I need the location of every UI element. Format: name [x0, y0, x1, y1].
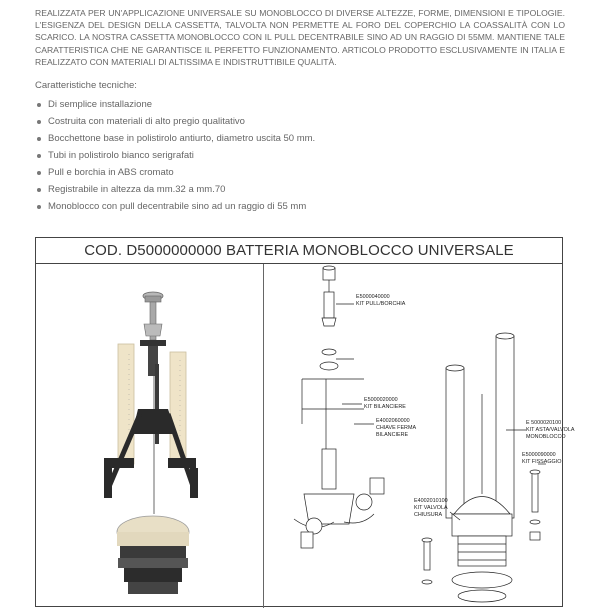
features-list — [35, 96, 315, 215]
feature-item: Pull e borchia in ABS cromato — [35, 164, 315, 181]
label-kit-asta-name-2: MONOBLOCCO — [526, 434, 566, 440]
product-box — [35, 237, 575, 607]
label-chiave-name-2: BILANCIERE — [376, 432, 409, 438]
label-kit-fissaggio-code: E5000090000 — [522, 452, 556, 458]
feature-item: Costruita con materiali di alto pregio qualitativo — [35, 113, 315, 130]
label-kit-pull-name: KIT PULL/BORCHIA — [356, 301, 406, 307]
exploded-diagram — [264, 264, 575, 608]
feature-item: Registrabile in altezza da mm.32 a mm.70 — [35, 181, 315, 198]
label-kit-asta-code: E 5000020100 — [526, 420, 562, 426]
product-photo-panel — [36, 264, 264, 608]
label-kit-valvola-name: KIT VALVOLA — [414, 505, 448, 511]
feature-item: Di semplice installazione — [35, 96, 315, 113]
label-chiave-code: E4002060000 — [376, 418, 410, 424]
feature-item: Monoblocco con pull decentrabile sino ad un raggio di 55 mm — [35, 198, 315, 215]
feature-item: Tubi in polistirolo bianco serigrafati — [35, 147, 315, 164]
label-kit-bilanciere-code: E5000020000 — [364, 397, 398, 403]
label-kit-bilanciere-name: KIT BILANCIERE — [364, 404, 406, 410]
label-kit-valvola-code: E4002010100 — [414, 498, 448, 504]
intro-paragraph: REALIZZATA PER UN'APPLICAZIONE UNIVERSALE SU MONOBLOCCO DI DIVERSE ALTEZZE, FORME, DIMENSIONI E TIPOLOGIE. L'ESIGENZA DEL DESIGN DELLA CASSETTA, TALVOLTA NON PERMETTE AL FORO DEL COPERCHIO LA COASSALITÀ CON LO SCARICO. LA NOSTRA CASSETTA MONOBLOCCO CON IL PULL DECENTRABILE SINO AD UN RAGGIO DI 55MM. MANTIENE TALE CARATTERISTICA CHE NE GARANTISCE IL PERFETTO FUNZIONAMENTO. ARTICOLO PRODOTTO ESCLUSIVAMENTE IN ITALIA E REALIZZATO CON MATERIALI DI ALTISSIMA E INDISTRUTTIBILE QUALITÀ. — [35, 8, 565, 67]
specs-title: Caratteristiche tecniche: — [35, 80, 137, 91]
label-kit-asta-name: KIT ASTA/VALVOLA — [526, 427, 575, 433]
label-kit-fissaggio-name: KIT FISSAGGIO — [522, 459, 562, 465]
exploded-diagram-panel — [264, 264, 575, 608]
product-photo — [36, 264, 263, 608]
label-chiave-name: CHIAVE FERMA — [376, 425, 417, 431]
label-kit-valvola-name-2: CHIUSURA — [414, 512, 443, 518]
product-code-title: COD. D5000000000 BATTERIA MONOBLOCCO UNIVERSALE — [36, 238, 562, 264]
feature-item: Bocchettone base in polistirolo antiurto, diametro uscita 50 mm. — [35, 130, 315, 147]
label-kit-pull-code: E5000040000 — [356, 294, 390, 300]
